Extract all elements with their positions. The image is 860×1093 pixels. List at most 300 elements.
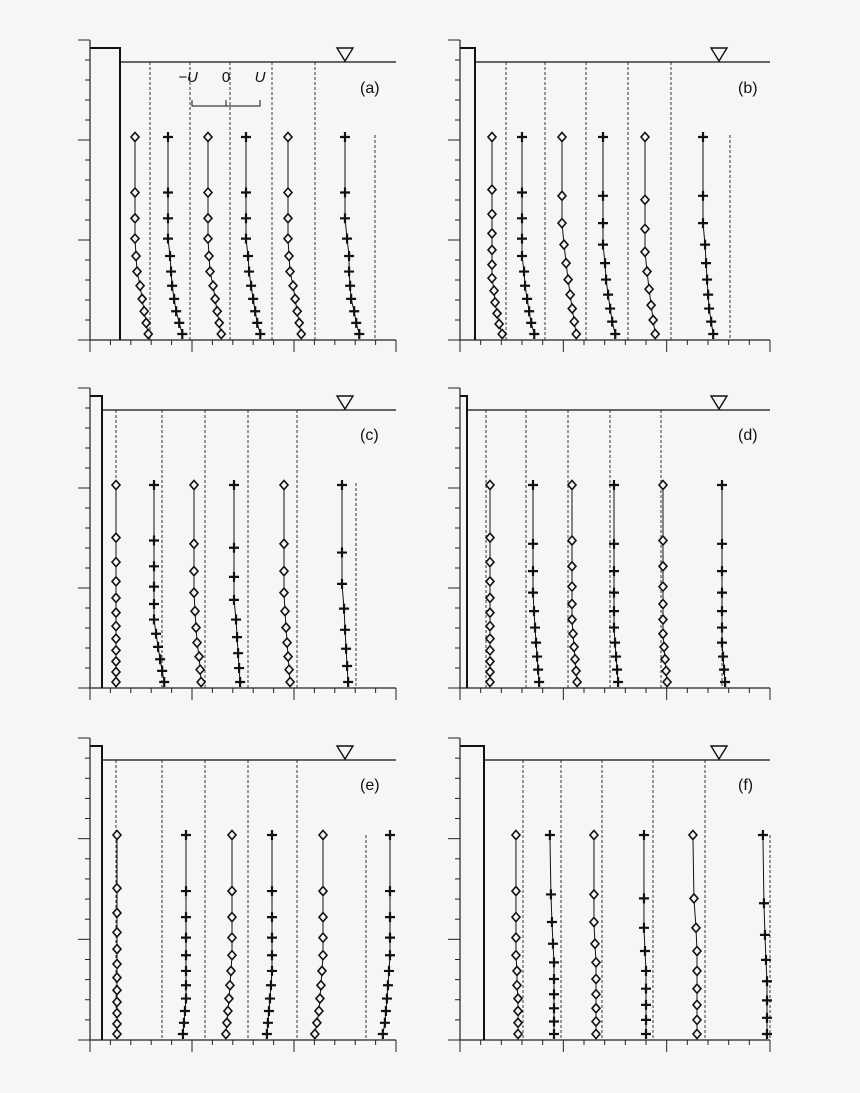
diamond-point	[113, 884, 121, 893]
plus-point	[149, 615, 159, 625]
diamond-point	[319, 887, 327, 896]
panel-c	[78, 388, 396, 700]
diamond-point	[573, 678, 581, 687]
plus-point	[262, 1029, 272, 1039]
diamond-point	[564, 275, 572, 284]
plus-point	[761, 955, 771, 965]
diamond-point	[562, 259, 570, 268]
plus-point	[340, 188, 350, 198]
plus-point	[528, 588, 538, 598]
diamond-point	[659, 615, 667, 624]
plus-point	[531, 638, 541, 648]
diamond-point	[113, 831, 121, 840]
diamond-point	[590, 831, 598, 840]
plus-point	[342, 661, 352, 671]
diamond-point	[641, 133, 649, 142]
diamond-point	[663, 678, 671, 687]
diamond-point	[568, 304, 576, 313]
plus-point	[517, 213, 527, 223]
diamond-point	[226, 981, 234, 990]
diamond-point	[514, 1030, 522, 1039]
plus-point	[762, 1013, 772, 1023]
plus-point	[641, 966, 651, 976]
plus-point	[385, 912, 395, 922]
diamond-point	[513, 966, 521, 975]
plus-point	[717, 539, 727, 549]
diamond-point	[590, 890, 598, 899]
diamond-point	[659, 481, 667, 490]
plus-point	[171, 306, 181, 316]
panel-label: (c)	[360, 427, 379, 444]
plus-point	[178, 1029, 188, 1039]
diamond-point	[592, 1004, 600, 1013]
diamond-point	[293, 307, 301, 316]
plus-point	[181, 886, 191, 896]
plus-point	[519, 267, 529, 277]
diamond-point	[495, 319, 503, 328]
plus-point	[698, 132, 708, 142]
water-surface-triangle-icon	[711, 48, 727, 61]
diamond-point	[142, 318, 150, 327]
plus-point	[532, 652, 542, 662]
plus-point	[149, 582, 159, 592]
plus-point	[717, 566, 727, 576]
wall	[90, 396, 102, 688]
diamond-point	[486, 667, 494, 676]
plus-point	[346, 294, 356, 304]
plus-point	[267, 966, 277, 976]
plus-point	[522, 294, 532, 304]
diamond-point	[112, 634, 120, 643]
diamond-point	[316, 994, 324, 1003]
plus-point	[640, 946, 650, 956]
diamond-point	[641, 195, 649, 204]
diamond-point	[486, 634, 494, 643]
diamond-point	[647, 301, 655, 310]
diamond-point	[493, 309, 501, 318]
wall	[460, 396, 467, 688]
plus-point	[149, 536, 159, 546]
wall	[460, 746, 484, 1040]
diamond-point	[512, 831, 520, 840]
diamond-point	[514, 1018, 522, 1027]
plus-point	[717, 623, 727, 633]
plus-point	[517, 188, 527, 198]
diamond-point	[568, 536, 576, 545]
diamond-point	[228, 951, 236, 960]
diamond-point	[488, 229, 496, 238]
plus-point	[166, 267, 176, 277]
diamond-point	[568, 562, 576, 571]
diamond-point	[227, 966, 235, 975]
plus-point	[609, 588, 619, 598]
diamond-point	[571, 655, 579, 664]
plus-point	[235, 677, 245, 687]
plus-point	[149, 480, 159, 490]
plus-point	[337, 480, 347, 490]
diamond-point	[112, 646, 120, 655]
profile-line	[246, 137, 260, 334]
plus-point	[641, 984, 651, 994]
plus-point	[155, 654, 165, 664]
diamond-point	[311, 1030, 319, 1039]
plus-point	[517, 251, 527, 261]
wall	[90, 48, 120, 340]
diamond-point	[514, 1007, 522, 1016]
plus-point	[549, 957, 559, 967]
diamond-point	[592, 1017, 600, 1026]
plus-point	[598, 218, 608, 228]
plus-point	[549, 974, 559, 984]
plus-point	[609, 623, 619, 633]
plus-point	[701, 258, 711, 268]
diamond-point	[486, 678, 494, 687]
diamond-point	[319, 831, 327, 840]
diamond-point	[217, 330, 225, 339]
diamond-point	[284, 234, 292, 243]
panel-label: (e)	[360, 777, 380, 794]
plus-point	[344, 251, 354, 261]
diamond-point	[662, 666, 670, 675]
plus-point	[163, 188, 173, 198]
diamond-point	[144, 330, 152, 339]
diamond-point	[659, 582, 667, 591]
diamond-point	[488, 210, 496, 219]
panel-label: (b)	[738, 80, 758, 97]
plus-point	[181, 980, 191, 990]
diamond-point	[498, 330, 506, 339]
plus-point	[603, 290, 613, 300]
diamond-point	[113, 1030, 121, 1039]
diamond-point	[317, 981, 325, 990]
plus-point	[149, 561, 159, 571]
diamond-point	[228, 887, 236, 896]
diamond-point	[112, 577, 120, 586]
diamond-point	[643, 267, 651, 276]
diamond-point	[491, 298, 499, 307]
plus-point	[641, 1000, 651, 1010]
plus-point	[533, 665, 543, 675]
plus-point	[267, 950, 277, 960]
plus-point	[517, 132, 527, 142]
diamond-point	[486, 646, 494, 655]
plus-point	[385, 950, 395, 960]
diamond-point	[280, 481, 288, 490]
plus-point	[266, 980, 276, 990]
diamond-point	[486, 622, 494, 631]
diamond-point	[131, 188, 139, 197]
diamond-point	[570, 317, 578, 326]
plus-point	[380, 1018, 390, 1028]
plus-point	[520, 281, 530, 291]
plus-point	[526, 318, 536, 328]
diamond-point	[228, 913, 236, 922]
plus-point	[385, 886, 395, 896]
diamond-point	[138, 294, 146, 303]
diamond-point	[693, 947, 701, 956]
water-surface-triangle-icon	[337, 396, 353, 409]
wall	[460, 48, 475, 340]
diamond-point	[486, 533, 494, 542]
diamond-point	[204, 133, 212, 142]
plus-point	[339, 604, 349, 614]
plus-point	[598, 191, 608, 201]
diamond-point	[488, 245, 496, 254]
plus-point	[229, 572, 239, 582]
diamond-point	[285, 252, 293, 261]
diamond-point	[113, 973, 121, 982]
plus-point	[534, 677, 544, 687]
plus-point	[704, 304, 714, 314]
plus-point	[607, 317, 617, 327]
diamond-point	[113, 1009, 121, 1018]
diamond-point	[486, 558, 494, 567]
diamond-point	[113, 908, 121, 917]
plus-point	[349, 306, 359, 316]
wall	[90, 746, 102, 1040]
diamond-point	[645, 285, 653, 294]
plus-point	[717, 638, 727, 648]
diamond-point	[486, 608, 494, 617]
diamond-point	[651, 330, 659, 339]
plus-point	[165, 251, 175, 261]
diamond-point	[490, 286, 498, 295]
diamond-point	[132, 252, 140, 261]
panel-f	[448, 738, 772, 1052]
diamond-point	[190, 539, 198, 548]
water-surface-triangle-icon	[711, 396, 727, 409]
plus-point	[233, 648, 243, 658]
plus-point	[528, 480, 538, 490]
plus-point	[598, 132, 608, 142]
plus-point	[762, 976, 772, 986]
diamond-point	[592, 975, 600, 984]
plus-point	[342, 234, 352, 244]
diamond-point	[286, 678, 294, 687]
diamond-point	[693, 966, 701, 975]
diamond-point	[486, 481, 494, 490]
plus-point	[149, 599, 159, 609]
plus-point	[243, 251, 253, 261]
plus-point	[180, 1006, 190, 1016]
plus-point	[181, 966, 191, 976]
diamond-point	[488, 185, 496, 194]
panel-b	[448, 40, 770, 352]
panel-a	[78, 40, 396, 352]
velocity-scale-bar	[192, 100, 260, 106]
plus-point	[609, 480, 619, 490]
diamond-point	[659, 629, 667, 638]
plus-point	[229, 543, 239, 553]
panel-label: (f)	[738, 777, 754, 794]
diamond-point	[486, 577, 494, 586]
diamond-point	[113, 945, 121, 954]
plus-point	[354, 329, 364, 339]
diamond-point	[318, 966, 326, 975]
diamond-point	[295, 318, 303, 327]
plus-point	[605, 304, 615, 314]
diamond-point	[488, 133, 496, 142]
plus-point	[337, 579, 347, 589]
diamond-point	[558, 133, 566, 142]
diamond-point	[659, 600, 667, 609]
diamond-point	[215, 318, 223, 327]
plus-point	[341, 644, 351, 654]
plus-point	[530, 623, 540, 633]
plus-point	[159, 677, 169, 687]
diamond-point	[313, 1018, 321, 1027]
plus-point	[340, 132, 350, 142]
plus-point	[344, 267, 354, 277]
diamond-point	[112, 678, 120, 687]
diamond-point	[568, 600, 576, 609]
velocity-scale-label: U	[254, 69, 266, 86]
diamond-point	[569, 629, 577, 638]
plus-point	[762, 1029, 772, 1039]
diamond-point	[204, 214, 212, 223]
plus-point	[641, 1015, 651, 1025]
plus-point	[340, 625, 350, 635]
plus-point	[181, 933, 191, 943]
diamond-point	[488, 274, 496, 283]
plus-point	[548, 939, 558, 949]
profile-line	[562, 137, 576, 334]
plus-point	[181, 912, 191, 922]
plus-point	[703, 290, 713, 300]
plus-point	[229, 480, 239, 490]
plus-point	[717, 606, 727, 616]
diamond-point	[223, 1018, 231, 1027]
plus-point	[181, 950, 191, 960]
diamond-point	[112, 657, 120, 666]
diamond-point	[641, 224, 649, 233]
plus-point	[244, 267, 254, 277]
plus-point	[517, 234, 527, 244]
panel-label: (d)	[738, 427, 758, 444]
panel-d	[448, 388, 770, 700]
plus-point	[229, 595, 239, 605]
diamond-point	[204, 188, 212, 197]
diamond-point	[284, 188, 292, 197]
diamond-point	[192, 623, 200, 632]
diamond-point	[213, 307, 221, 316]
plus-point	[547, 917, 557, 927]
plus-point	[378, 1029, 388, 1039]
velocity-scale-label: 0	[221, 69, 231, 86]
diamond-point	[488, 260, 496, 269]
diamond-point	[592, 958, 600, 967]
diamond-point	[289, 281, 297, 290]
diamond-point	[319, 913, 327, 922]
diamond-point	[112, 667, 120, 676]
diamond-point	[486, 593, 494, 602]
diamond-point	[591, 939, 599, 948]
plus-point	[612, 665, 622, 675]
plus-point	[698, 218, 708, 228]
diamond-point	[572, 666, 580, 675]
plus-point	[241, 234, 251, 244]
plus-point	[264, 1006, 274, 1016]
plus-point	[381, 1006, 391, 1016]
diamond-point	[659, 536, 667, 545]
diamond-point	[641, 247, 649, 256]
diamond-point	[113, 986, 121, 995]
plus-point	[267, 912, 277, 922]
plus-point	[529, 329, 539, 339]
diamond-point	[196, 665, 204, 674]
diamond-point	[190, 481, 198, 490]
plus-point	[345, 281, 355, 291]
diamond-point	[113, 998, 121, 1007]
diamond-point	[693, 1000, 701, 1009]
diamond-point	[558, 191, 566, 200]
velocity-scale-label: −U	[178, 69, 198, 86]
diamond-point	[195, 652, 203, 661]
diamond-point	[131, 133, 139, 142]
diamond-point	[566, 290, 574, 299]
plus-point	[528, 566, 538, 576]
plus-point	[706, 317, 716, 327]
plus-point	[759, 898, 769, 908]
plus-point	[546, 889, 556, 899]
diamond-point	[319, 933, 327, 942]
diamond-point	[136, 281, 144, 290]
plus-point	[157, 666, 167, 676]
diamond-point	[133, 267, 141, 276]
diamond-point	[570, 642, 578, 651]
plus-point	[528, 539, 538, 549]
diamond-point	[649, 316, 657, 325]
diamond-point	[284, 214, 292, 223]
plus-point	[610, 329, 620, 339]
diamond-point	[659, 562, 667, 571]
plus-point	[163, 213, 173, 223]
diamond-point	[112, 558, 120, 567]
plus-point	[167, 281, 177, 291]
plus-point	[181, 830, 191, 840]
diamond-point	[692, 923, 700, 932]
diamond-point	[206, 267, 214, 276]
diamond-point	[568, 615, 576, 624]
panel-e	[78, 738, 396, 1052]
plus-point	[760, 930, 770, 940]
plus-point	[601, 275, 611, 285]
water-surface-triangle-icon	[711, 746, 727, 759]
plus-point	[241, 213, 251, 223]
diamond-point	[512, 913, 520, 922]
diamond-point	[513, 981, 521, 990]
diamond-point	[113, 928, 121, 937]
diamond-point	[572, 330, 580, 339]
plus-point	[267, 830, 277, 840]
diamond-point	[190, 588, 198, 597]
plus-point	[700, 240, 710, 250]
plus-point	[163, 132, 173, 142]
plus-point	[549, 1029, 559, 1039]
diamond-point	[211, 294, 219, 303]
diamond-point	[113, 959, 121, 968]
diamond-point	[291, 294, 299, 303]
diamond-point	[592, 1030, 600, 1039]
plus-point	[600, 258, 610, 268]
plus-point	[382, 994, 392, 1004]
diamond-point	[113, 1019, 121, 1028]
plus-point	[639, 830, 649, 840]
plus-point	[234, 663, 244, 673]
plus-point	[351, 318, 361, 328]
plus-point	[641, 1029, 651, 1039]
plus-point	[385, 830, 395, 840]
